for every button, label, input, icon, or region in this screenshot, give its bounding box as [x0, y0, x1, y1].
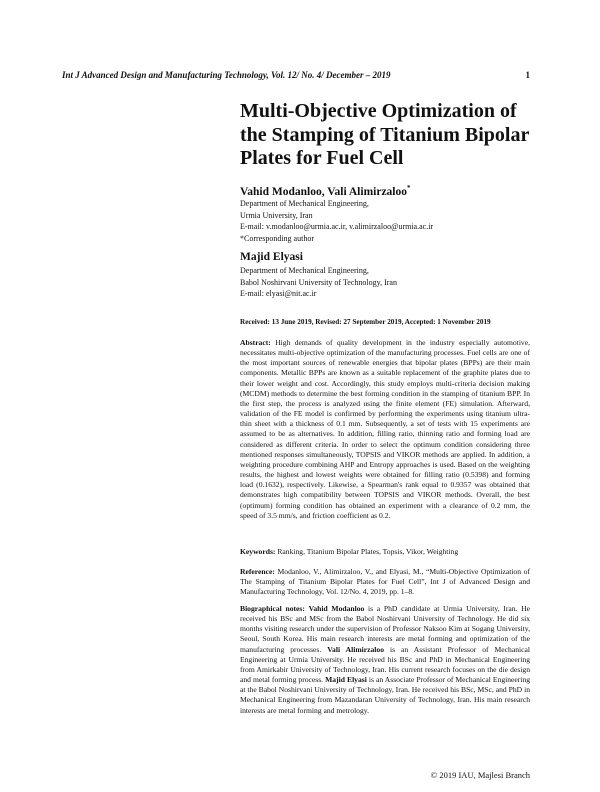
- abstract: [240, 338, 530, 521]
- author-names-1: [240, 184, 530, 198]
- bio-label: Biographical notes:: [240, 604, 305, 613]
- affiliation-1: [240, 198, 530, 244]
- bio-text-1: is a PhD candidate at Urmia University, Iran. He received his BSc and MSc from the Babol Noshirvani University of Technology. He did six months visiting research under the supervision of Professor Naksoo Kim at Sogang University, Seoul, South Korea. His main research interests are metal forming and optimization of the manufacturing processes.: [240, 604, 530, 654]
- corresponding-mark: *: [407, 184, 411, 192]
- bio-text-3: is an Associate Professor of Mechanical Engineering at the Babol Noshirvani University of Technology, Iran. He received his BSc, MSc, and PhD in Mechanical Engineering from Mazandaran University of Technology, Iran. His main research interests are metal forming and metrology.: [240, 675, 530, 715]
- running-header: [62, 70, 530, 84]
- abstract-label: Abstract:: [240, 338, 271, 347]
- affiliation-2: [240, 265, 530, 300]
- received-dates: Received: 13 June 2019, Revised: 27 September 2019, Accepted: 1 November 2019: [240, 318, 491, 326]
- corresponding-author-note: *Corresponding author: [240, 233, 314, 243]
- bio-name-1: Vahid Modanloo: [308, 604, 365, 613]
- affiliation-1-line: Urmia University, Iran: [240, 210, 313, 220]
- affiliation-1-line: Department of Mechanical Engineering,: [240, 199, 369, 208]
- author-names-1-text: Vahid Modanloo, Vali Alimirzaloo: [240, 185, 407, 198]
- abstract-text: High demands of quality development in the industry especially automotive, necessitates multi-objective optimization of the manufacturing processes. Fuel cells are one of the most important sources of renewable energies that bipolar plates (BPPs) are their main components. Metallic BPPs are known as a suitable replacement of the graphite plates due to their lower weight and cost. Accordingly, this study employs multi-criteria decision making (MCDM) methods to determine the best forming condition in the stamping of titanium BPP. In the first step, the process is analyzed using the finite element (FE) simulation. Afterward, validation of the FE model is confirmed by performing the experiments using titanium ultra-thin sheet with a thickness of 0.1 mm. Subsequently, a set of tests with 15 experiments are assumed to be as alternatives. In addition, filling ratio, thinning ratio and forming load are considered as different criteria. In order to select the optimum condition considering three mentioned responses simultaneously, TOPSIS and VIKOR methods are applied. In addition, a weighting procedure combining AHP and Entropy approaches is used. Based on the weighting results, the highest and lowest weights were obtained for filling ratio (0.5398) and forming load (0.1632), respectively. Likewise, a Spearman's rank equal to 0.9357 was obtained that demonstrates high compatibility between TOPSIS and VIKOR methods. Overall, the best (optimum) forming condition has obtained an experiment with a clearance of 0.2 mm, the speed of 3.5 mm/s, and friction coefficient as 0.2.: [240, 338, 530, 520]
- biographical-notes: [240, 604, 530, 716]
- page-number: 1: [525, 70, 530, 80]
- keywords-label: Keywords:: [240, 547, 276, 556]
- affiliation-2-email: E-mail: elyasi@nit.ac.ir: [240, 289, 317, 298]
- keywords-text: Ranking, Titanium Bipolar Plates, Topsis, Vikor, Weighting: [277, 547, 459, 556]
- affiliation-2-line: Babol Noshirvani University of Technology, Iran: [240, 277, 397, 287]
- journal-name: Int J Advanced Design and Manufacturing Technology, Vol. 12/ No. 4/ December – 2019: [62, 70, 391, 80]
- author-names-2: Majid Elyasi: [240, 251, 303, 263]
- bio-name-2: Vali Alimirzaloo: [327, 644, 384, 654]
- bio-text-2: is an Assistant Professor of Mechanical Engineering at Urmia University. He received his BSc and PhD in Mechanical Engineering from Amirkabir University of Technology, Iran. His current research focuses on the die design and metal forming process.: [240, 644, 530, 685]
- copyright-footer: © 2019 IAU, Majlesi Branch: [430, 770, 530, 780]
- reference-text: Modanloo, V., Alimirzaloo, V., and Elyasi, M., “Multi-Objective Optimization of The Stamping of Titanium Bipolar Plates for Fuel Cell”, Int J of Advanced Design and Manufacturing Technology, Vol. 12/No. 4, 2019, pp. 1–8.: [240, 567, 530, 597]
- affiliation-1-email: E-mail: v.modanloo@urmia.ac.ir, v.alimirzaloo@urmia.ac.ir: [240, 222, 434, 231]
- reference: [240, 567, 530, 597]
- bio-name-3: Majid Elyasi: [325, 675, 367, 685]
- affiliation-2-line: Department of Mechanical Engineering,: [240, 266, 369, 275]
- paper-title: Multi-Objective Optimization of the Stamping of Titanium Bipolar Plates for Fuel Cell: [240, 100, 529, 169]
- keywords: [240, 547, 530, 557]
- reference-label: Reference:: [240, 567, 275, 576]
